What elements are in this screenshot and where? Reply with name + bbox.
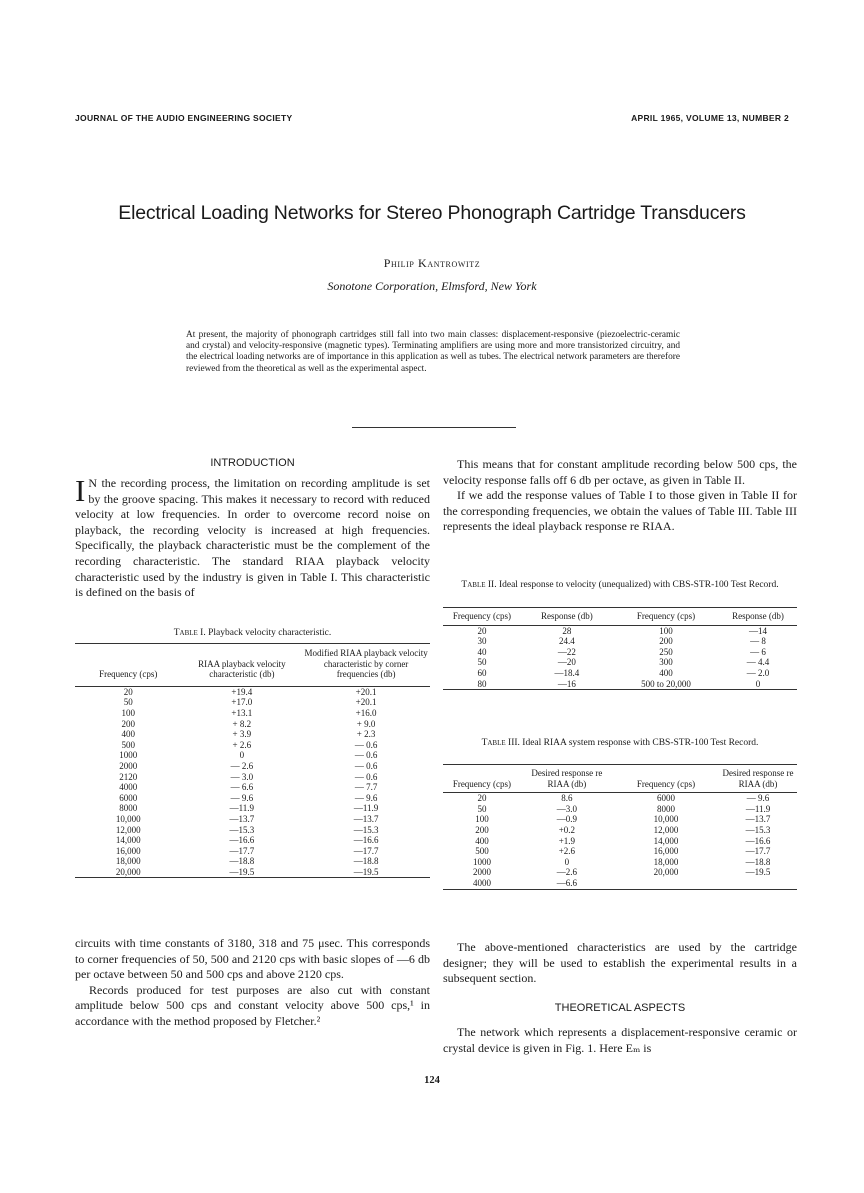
- table-cell: 18,000: [115, 856, 141, 867]
- table-cell: 1000: [119, 750, 138, 761]
- table3: [443, 764, 797, 890]
- table-cell: 30: [477, 636, 487, 647]
- table-cell: —6.6: [556, 877, 578, 888]
- table-cell: 1000: [472, 856, 491, 867]
- table-cell: 12,000: [115, 824, 141, 835]
- introduction-paragraph: [75, 473, 430, 601]
- table-row: [443, 793, 797, 804]
- table-cell: + 8.2: [232, 718, 252, 729]
- table-cell: 20,000: [653, 867, 679, 878]
- table-cell: — 9.6: [230, 792, 254, 803]
- table-cell: 500 to 20,000: [641, 678, 691, 689]
- table-row: [443, 679, 797, 690]
- table-cell: 8000: [657, 803, 675, 814]
- table-row: [75, 740, 430, 751]
- table-row: [443, 647, 797, 658]
- table-row: [443, 814, 797, 825]
- table-cell: 20: [477, 625, 487, 636]
- table-cell: 0: [239, 750, 245, 761]
- table-cell: 100: [475, 814, 489, 825]
- table-cell: +16.0: [355, 707, 377, 718]
- table-cell: —16: [557, 678, 576, 689]
- table-cell: +0.2: [558, 824, 576, 835]
- table-cell: —3.0: [556, 803, 578, 814]
- table-cell: 10,000: [653, 814, 679, 825]
- table-cell: —18.4: [554, 667, 580, 678]
- table2-header: Response (db): [541, 611, 593, 621]
- table-cell: +2.6: [558, 846, 576, 857]
- table-cell: —2.6: [556, 867, 578, 878]
- table-row: [75, 750, 430, 761]
- drop-cap: I: [75, 473, 86, 508]
- body-paragraph: The network which represents a displacement-responsive ceramic or crystal device is given in Fig. 1. Here Eₘ is: [443, 1025, 797, 1055]
- table-row: [443, 857, 797, 868]
- table-cell: —18.8: [353, 856, 379, 867]
- table-cell: — 9.6: [746, 793, 770, 804]
- table-row: [443, 846, 797, 857]
- table-cell: 500: [121, 739, 135, 750]
- introduction-heading: INTRODUCTION: [210, 457, 295, 469]
- table-cell: —17.7: [229, 845, 255, 856]
- table-cell: —14: [749, 625, 768, 636]
- table-cell: — 4.4: [746, 657, 770, 668]
- table3-caption: [443, 738, 797, 749]
- table-cell: —19.5: [229, 866, 255, 877]
- table2-label: Table II.: [461, 580, 497, 590]
- table-cell: — 0.6: [354, 760, 378, 771]
- table-row: [443, 668, 797, 679]
- table-cell: —16.6: [229, 835, 255, 846]
- table1-header: RIAA playback velocity characteristic (db): [198, 658, 286, 680]
- table-cell: 2000: [119, 760, 138, 771]
- table-cell: —11.9: [745, 803, 771, 814]
- table-cell: —13.7: [353, 813, 379, 824]
- table2: [443, 607, 797, 690]
- body-paragraph: The above-mentioned characteristics are used by the cartridge designer; they will be used to establish the experimental results in a subsequent section.: [443, 940, 797, 986]
- table-cell: —18.8: [745, 856, 771, 867]
- table-cell: — 3.0: [230, 771, 254, 782]
- table-cell: 20: [477, 793, 487, 804]
- table-cell: 50: [477, 803, 487, 814]
- table-cell: 20: [123, 686, 133, 697]
- table-row: [75, 686, 430, 697]
- table-cell: 200: [475, 824, 489, 835]
- table-cell: —11.9: [229, 803, 255, 814]
- table2-caption: [443, 580, 797, 591]
- right-column-lower: [443, 940, 797, 987]
- table-cell: 400: [475, 835, 489, 846]
- introduction-text: N the recording process, the limitation on recording amplitude is set by the groove spacing. This makes it necessary to record with reduced velocity at low frequencies. In order to overcome record noise on playback, the recording velocity is increased at high frequencies. Specifically, the playback characteristic must be the complement of the recording characteristic. The standard RIAA playback velocity characteristic used by the industry is given in Table I. This characteristic is defined on the basis of: [75, 476, 430, 600]
- body-paragraph: Records produced for test purposes are also cut with constant amplitude below 500 cps and constant velocity above 500 cps,¹ in accordance with the method proposed by Fletcher.²: [75, 982, 430, 1028]
- table-cell: —13.7: [745, 814, 771, 825]
- table-cell: — 2.0: [746, 667, 770, 678]
- table-row: [443, 867, 797, 878]
- table-cell: — 0.6: [354, 750, 378, 761]
- table-cell: [719, 878, 797, 889]
- table-cell: 100: [121, 707, 135, 718]
- table-cell: 28: [562, 625, 572, 636]
- table3-label: Table III.: [481, 738, 520, 748]
- table-row: [75, 697, 430, 708]
- table-cell: 0: [755, 678, 761, 689]
- table-cell: 6000: [657, 793, 675, 804]
- table-cell: 40: [477, 646, 487, 657]
- table-cell: —18.8: [229, 856, 255, 867]
- table-cell: +20.1: [355, 686, 377, 697]
- table-cell: 500: [475, 846, 489, 857]
- body-paragraph: This means that for constant amplitude recording below 500 cps, the velocity response falls off 6 db per octave, as given in Table II.: [443, 457, 797, 487]
- table-cell: 50: [123, 697, 133, 708]
- table-row: [75, 803, 430, 814]
- table-cell: + 2.3: [356, 729, 376, 740]
- table-cell: —15.3: [353, 824, 379, 835]
- table2-header: Response (db): [732, 611, 784, 621]
- table-cell: — 6: [750, 646, 766, 657]
- table-cell: 4000: [119, 782, 138, 793]
- table-cell: 50: [477, 657, 487, 668]
- table-cell: [613, 878, 719, 889]
- table-row: [443, 804, 797, 815]
- table-cell: 16,000: [653, 846, 679, 857]
- table-cell: —19.5: [745, 867, 771, 878]
- table-cell: —11.9: [353, 803, 379, 814]
- table-cell: —13.7: [229, 813, 255, 824]
- table1-header: Modified RIAA playback velocity characteristic by corner frequencies (db): [304, 648, 428, 680]
- table-cell: — 0.6: [354, 739, 378, 750]
- table3-header: Desired response re RIAA (db): [722, 768, 794, 789]
- table-row: [75, 867, 430, 878]
- paper-title: Electrical Loading Networks for Stereo Phonograph Cartridge Transducers: [118, 202, 746, 224]
- page-number: 124: [424, 1075, 440, 1086]
- section-divider: [352, 427, 516, 428]
- table3-header: Desired response re RIAA (db): [531, 768, 603, 789]
- table-row: [75, 793, 430, 804]
- table-cell: 80: [477, 678, 487, 689]
- table-cell: — 9.6: [354, 792, 378, 803]
- table3-header-row: [443, 765, 797, 793]
- table-row: [75, 708, 430, 719]
- table-cell: +13.1: [231, 707, 253, 718]
- table3-caption-text: Ideal RIAA system response with CBS-STR-100 Test Record.: [522, 738, 759, 748]
- author-affiliation: Sonotone Corporation, Elmsford, New York: [327, 279, 537, 293]
- table-cell: 100: [659, 625, 673, 636]
- table-cell: + 3.9: [232, 729, 252, 740]
- table-cell: — 7.7: [354, 782, 378, 793]
- table-cell: 10,000: [115, 813, 141, 824]
- table-row: [75, 719, 430, 730]
- table-cell: 400: [659, 667, 673, 678]
- table-cell: 18,000: [653, 856, 679, 867]
- theory-paragraph: [443, 1025, 797, 1056]
- table-cell: 200: [121, 718, 135, 729]
- table-cell: 2120: [119, 771, 138, 782]
- theoretical-aspects-heading: THEORETICAL ASPECTS: [554, 1002, 686, 1014]
- table-cell: 24.4: [559, 636, 575, 647]
- table-cell: 6000: [119, 792, 138, 803]
- table-cell: 4000: [472, 877, 491, 888]
- right-column-upper: [443, 457, 797, 535]
- body-paragraph: circuits with time constants of 3180, 318 and 75 μsec. This corresponds to corner frequencies of 50, 500 and 2120 cps with basic slopes of —6 db per octave between 50 and 500 cps and above 2120 cps.: [75, 936, 430, 982]
- table-row: [443, 657, 797, 668]
- table-cell: +1.9: [558, 835, 576, 846]
- table-cell: 8.6: [561, 793, 573, 804]
- table-cell: — 2.6: [230, 760, 254, 771]
- table-cell: 250: [659, 646, 673, 657]
- table1: [75, 643, 430, 878]
- table-cell: —17.7: [353, 845, 379, 856]
- journal-name: JOURNAL OF THE AUDIO ENGINEERING SOCIETY: [75, 113, 293, 123]
- table-row: [75, 825, 430, 836]
- table-row: [75, 846, 430, 857]
- table-cell: 400: [121, 729, 135, 740]
- table-cell: — 6.6: [230, 782, 254, 793]
- table-row: [75, 814, 430, 825]
- table2-header-row: [443, 608, 797, 626]
- table-cell: +17.0: [231, 697, 253, 708]
- issue-info: APRIL 1965, VOLUME 13, NUMBER 2: [631, 113, 789, 123]
- table-cell: 200: [659, 636, 673, 647]
- table-row: [75, 835, 430, 846]
- table2-caption-text: Ideal response to velocity (unequalized) with CBS-STR-100 Test Record.: [498, 580, 779, 590]
- left-column-lower: [75, 936, 430, 1030]
- table3-header: Frequency (cps): [452, 778, 512, 789]
- table-cell: —17.7: [745, 846, 771, 857]
- table-cell: —16.6: [353, 835, 379, 846]
- table-row: [443, 836, 797, 847]
- table1-caption: [75, 628, 430, 638]
- table-cell: + 9.0: [356, 718, 376, 729]
- table-row: [75, 782, 430, 793]
- table2-header: Frequency (cps): [452, 611, 512, 621]
- table-cell: 14,000: [653, 835, 679, 846]
- table-row: [75, 729, 430, 740]
- table-row: [443, 825, 797, 836]
- table-cell: 14,000: [115, 835, 141, 846]
- table-cell: —19.5: [353, 866, 379, 877]
- table1-header: Frequency (cps): [99, 669, 158, 680]
- table-cell: +20.1: [355, 697, 377, 708]
- table-cell: 0: [564, 856, 570, 867]
- table-cell: —0.9: [556, 814, 578, 825]
- table-cell: 8000: [119, 803, 138, 814]
- table-row: [443, 625, 797, 636]
- body-paragraph: If we add the response values of Table I to those given in Table II for the corresponding frequencies, we obtain the values of Table III. Table III represents the ideal playback response re RIAA.: [443, 488, 797, 534]
- table-cell: 16,000: [115, 845, 141, 856]
- table3-header: Frequency (cps): [636, 778, 696, 789]
- table-cell: —15.3: [229, 824, 255, 835]
- table-row: [75, 772, 430, 783]
- table-row: [75, 856, 430, 867]
- table-cell: —16.6: [745, 835, 771, 846]
- table-cell: 20,000: [115, 866, 141, 877]
- table-row: [75, 761, 430, 772]
- table2-header: Frequency (cps): [636, 611, 696, 621]
- author-name: Philip Kantrowitz: [383, 256, 481, 270]
- table-row: [443, 636, 797, 647]
- abstract: At present, the majority of phonograph cartridges still fall into two main classes: displacement-responsive (piezoelectric-ceramic and crystal) and velocity-responsive (magnetic types). Terminating amplifiers are using more and more transistorized circuitry, and the electrical loading networks are of importance in this application as well as tubes. The electrical network parameters are therefore reviewed from the theoretical as well as the experimental aspect.: [186, 330, 680, 374]
- table-cell: 300: [659, 657, 673, 668]
- table1-label: Table I.: [173, 628, 206, 638]
- table-cell: + 2.6: [232, 739, 252, 750]
- table-cell: — 0.6: [354, 771, 378, 782]
- table-cell: 2000: [472, 867, 491, 878]
- table-cell: —20: [557, 657, 576, 668]
- table-cell: 60: [477, 667, 487, 678]
- table1-header-row: [75, 644, 430, 687]
- table-cell: —15.3: [745, 824, 771, 835]
- table-row: [443, 878, 797, 889]
- table1-caption-text: Playback velocity characteristic.: [208, 628, 332, 638]
- table-cell: — 8: [750, 636, 766, 647]
- table-cell: +19.4: [231, 686, 253, 697]
- table-cell: —22: [557, 646, 576, 657]
- table-cell: 12,000: [653, 824, 679, 835]
